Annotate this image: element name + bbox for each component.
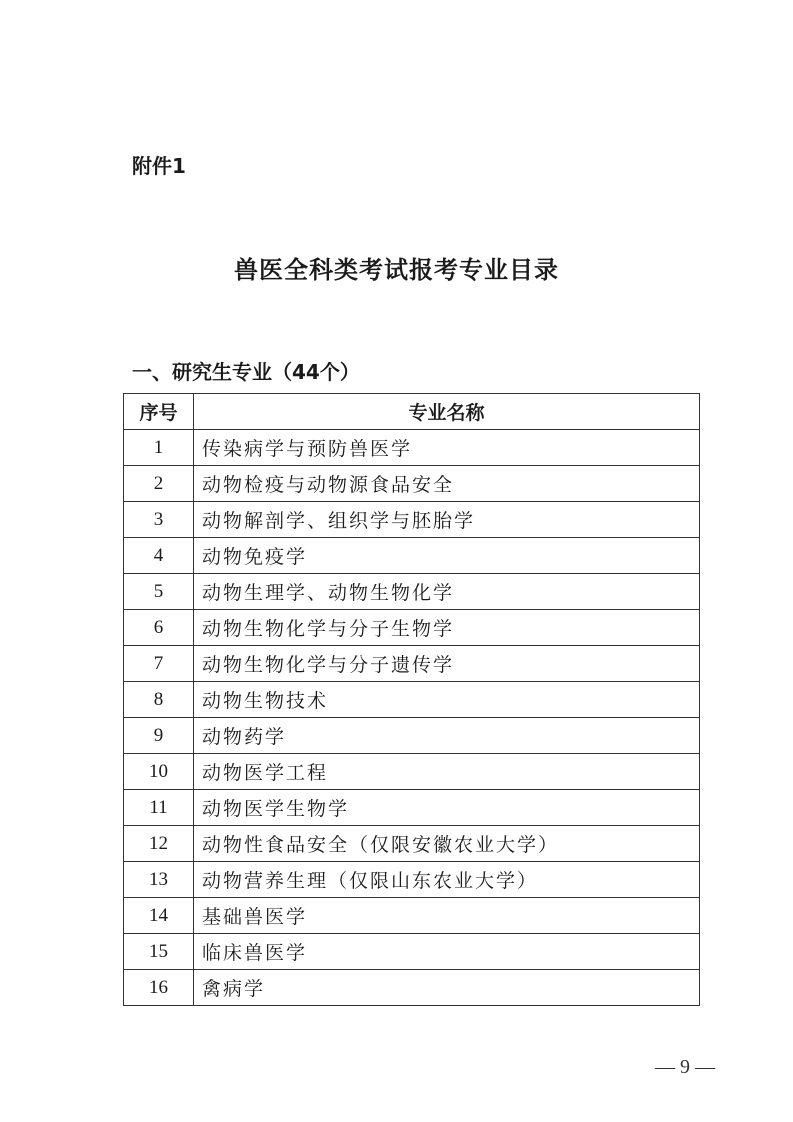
table-row (124, 610, 700, 646)
row-serial-number: 13 (124, 862, 194, 898)
row-serial-number: 14 (124, 898, 194, 934)
row-major-name: 临床兽医学 (194, 934, 700, 970)
row-major-name: 动物医学工程 (194, 754, 700, 790)
table-row (124, 466, 700, 502)
table-row (124, 718, 700, 754)
row-major-name: 动物检疫与动物源食品安全 (194, 466, 700, 502)
attachment-label: 附件1 (132, 154, 186, 178)
table-row (124, 574, 700, 610)
table-row (124, 862, 700, 898)
header-serial-number: 序号 (124, 394, 194, 430)
row-major-name: 禽病学 (194, 970, 700, 1006)
row-major-name: 动物解剖学、组织学与胚胎学 (194, 502, 700, 538)
table-body (124, 430, 700, 1006)
section-heading: 一、研究生专业（44个） (132, 360, 360, 384)
row-major-name: 动物生理学、动物生物化学 (194, 574, 700, 610)
majors-table (123, 393, 700, 1006)
document-title: 兽医全科类考试报考专业目录 (234, 256, 559, 284)
table-row (124, 682, 700, 718)
row-serial-number: 8 (124, 682, 194, 718)
row-serial-number: 12 (124, 826, 194, 862)
row-major-name: 动物性食品安全（仅限安徽农业大学） (194, 826, 700, 862)
table-row (124, 790, 700, 826)
table-row (124, 754, 700, 790)
row-serial-number: 10 (124, 754, 194, 790)
table-row (124, 646, 700, 682)
row-major-name: 动物生物化学与分子生物学 (194, 610, 700, 646)
table-row (124, 898, 700, 934)
row-serial-number: 16 (124, 970, 194, 1006)
row-serial-number: 5 (124, 574, 194, 610)
row-serial-number: 9 (124, 718, 194, 754)
row-serial-number: 15 (124, 934, 194, 970)
table-row (124, 502, 700, 538)
row-major-name: 动物免疫学 (194, 538, 700, 574)
table-row (124, 430, 700, 466)
row-major-name: 传染病学与预防兽医学 (194, 430, 700, 466)
table-row (124, 934, 700, 970)
row-major-name: 动物生物技术 (194, 682, 700, 718)
row-serial-number: 1 (124, 430, 194, 466)
row-major-name: 动物营养生理（仅限山东农业大学） (194, 862, 700, 898)
row-serial-number: 4 (124, 538, 194, 574)
row-serial-number: 6 (124, 610, 194, 646)
row-serial-number: 11 (124, 790, 194, 826)
table-row (124, 826, 700, 862)
row-serial-number: 2 (124, 466, 194, 502)
row-major-name: 基础兽医学 (194, 898, 700, 934)
page-number: — 9 — (655, 1056, 715, 1078)
header-major-name: 专业名称 (194, 394, 700, 430)
table-row (124, 970, 700, 1006)
row-serial-number: 7 (124, 646, 194, 682)
row-major-name: 动物药学 (194, 718, 700, 754)
row-major-name: 动物医学生物学 (194, 790, 700, 826)
row-serial-number: 3 (124, 502, 194, 538)
row-major-name: 动物生物化学与分子遗传学 (194, 646, 700, 682)
table-row (124, 538, 700, 574)
table-header-row (124, 394, 700, 430)
